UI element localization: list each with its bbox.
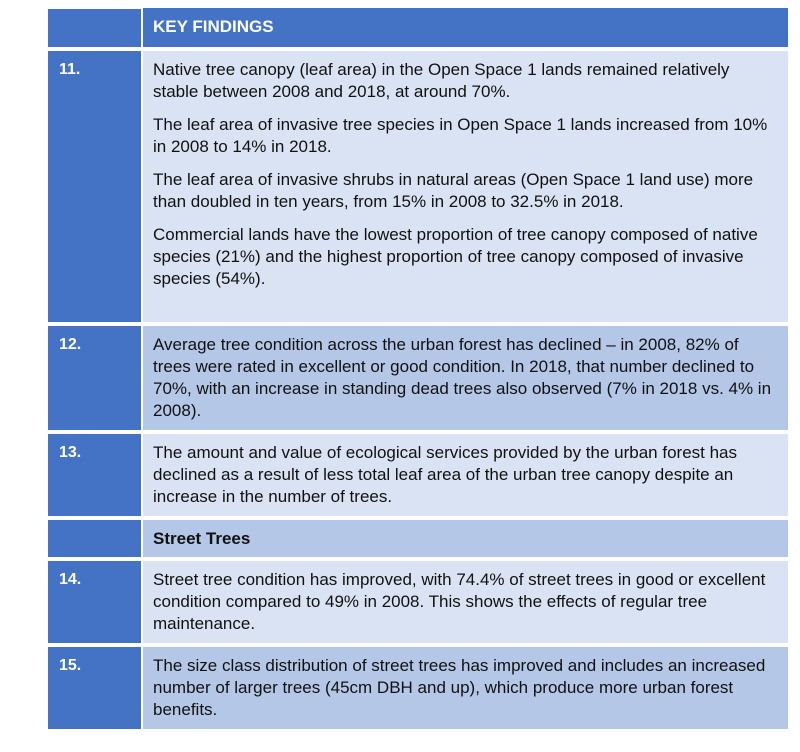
header-num-cell	[48, 8, 142, 49]
subheader-row	[48, 518, 788, 559]
finding-number: 14.	[48, 559, 142, 645]
finding-paragraph: Native tree canopy (leaf area) in the Open Space 1 lands remained relatively stable between 2008 and 2018, at around 70%.	[153, 60, 730, 101]
table-row	[48, 49, 788, 324]
table-row	[48, 645, 788, 729]
table-row	[48, 324, 788, 432]
finding-text	[142, 559, 788, 645]
finding-paragraph: Average tree condition across the urban forest has declined – in 2008, 82% of trees were rated in excellent or good condition. In 2018, that number declined to 70%, with an increase in standing dead trees also observed (7% in 2018 vs. 4% in 2008).	[153, 335, 772, 420]
finding-text	[142, 324, 788, 432]
finding-text	[142, 49, 788, 324]
finding-paragraph: Street tree condition has improved, with 74.4% of street trees in good or excellent condition compared to 49% in 2008. This shows the effects of regular tree maintenance.	[153, 570, 766, 633]
table-row	[48, 432, 788, 518]
finding-text	[142, 432, 788, 518]
key-findings-table	[48, 7, 788, 729]
finding-paragraph: The leaf area of invasive shrubs in natural areas (Open Space 1 land use) more than doubled in ten years, from 15% in 2008 to 32.5% in 2018.	[153, 170, 754, 211]
subheader-num-cell	[48, 518, 142, 559]
finding-text	[142, 645, 788, 729]
finding-number: 12.	[48, 324, 142, 432]
section-subheading: Street Trees	[142, 518, 788, 559]
key-findings-table-wrapper	[48, 7, 788, 729]
finding-number: 13.	[48, 432, 142, 518]
table-row	[48, 559, 788, 645]
finding-paragraph: The amount and value of ecological services provided by the urban forest has declined as a result of less total leaf area of the urban tree canopy despite an increase in the number of trees.	[153, 443, 738, 506]
table-title: KEY FINDINGS	[142, 8, 788, 49]
finding-paragraph: The size class distribution of street trees has improved and includes an increased number of larger trees (45cm DBH and up), which produce more urban forest benefits.	[153, 656, 766, 719]
finding-paragraph: Commercial lands have the lowest proportion of tree canopy composed of native species (21%) and the highest proportion of tree canopy composed of invasive species (54%).	[153, 225, 758, 288]
table-header-row	[48, 8, 788, 49]
finding-paragraph: The leaf area of invasive tree species in Open Space 1 lands increased from 10% in 2008 to 14% in 2018.	[153, 115, 768, 156]
finding-number: 15.	[48, 645, 142, 729]
finding-number: 11.	[48, 49, 142, 324]
